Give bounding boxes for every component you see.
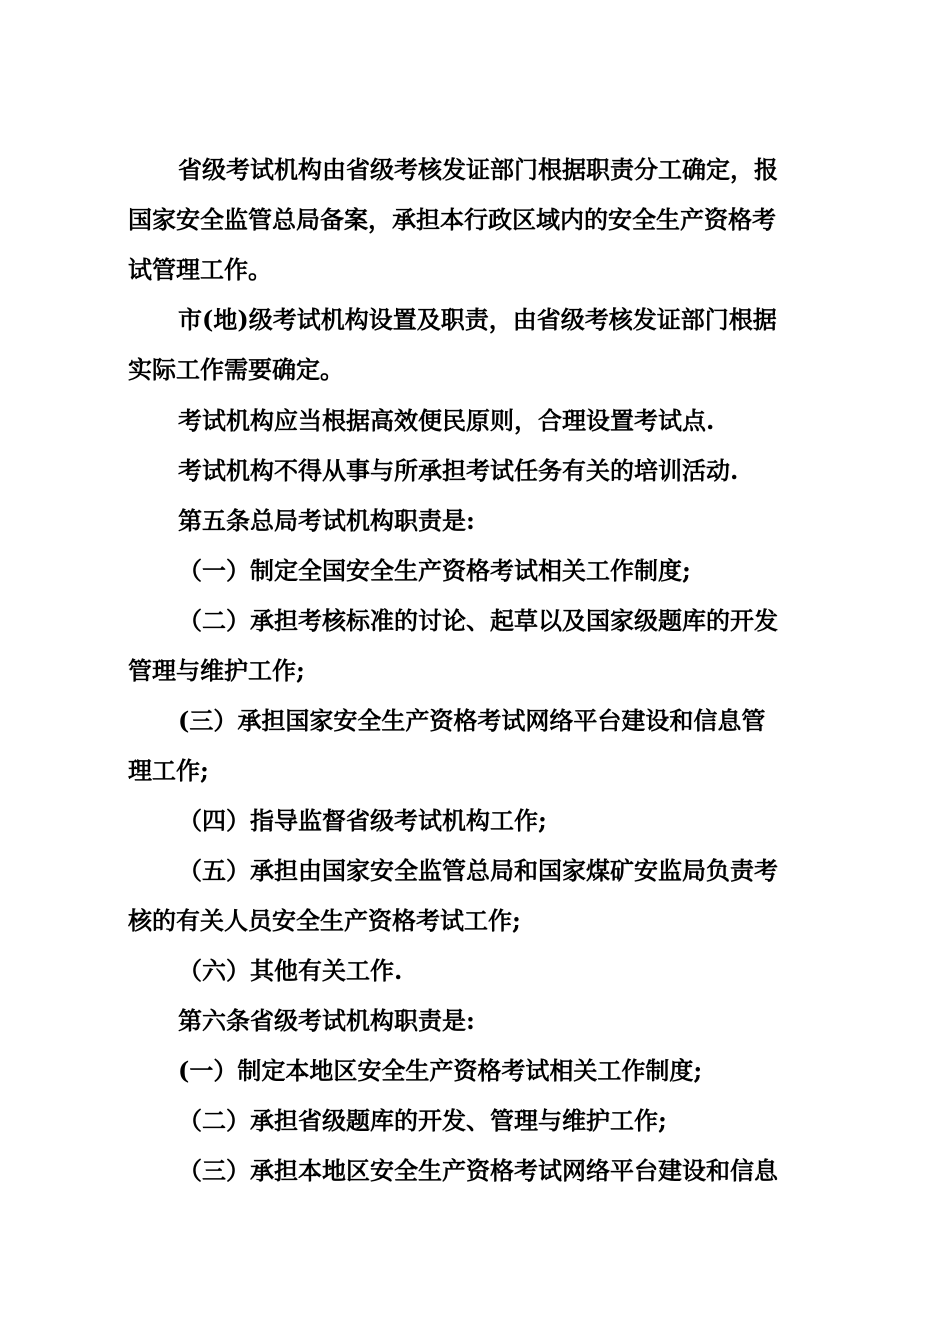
list-item: （四）指导监督省级考试机构工作; [178,806,547,835]
paragraph-line: 考试机构应当根据高效便民原则，合理设置考试点. [178,406,715,435]
paragraph-line: 考试机构不得从事与所承担考试任务有关的培训活动. [178,456,739,485]
article-heading: 第六条省级考试机构职责是: [178,1006,475,1035]
list-item: （二）承担考核标准的讨论、起草以及国家级题库的开发 [178,606,778,635]
paragraph-line: 市(地)级考试机构设置及职责，由省级考核发证部门根据 [178,305,777,334]
list-item: （五）承担由国家安全监管总局和国家煤矿安监局负责考 [178,856,778,885]
paragraph-line: 理工作; [128,756,209,785]
paragraph-line: 核的有关人员安全生产资格考试工作; [128,906,521,935]
paragraph-line: 管理与维护工作; [128,656,305,685]
article-heading: 第五条总局考试机构职责是: [178,506,475,535]
list-item: （二）承担省级题库的开发、管理与维护工作; [178,1106,667,1135]
paragraph-line: 实际工作需要确定。 [128,355,344,384]
list-item: （一）制定全国安全生产资格考试相关工作制度; [178,556,691,585]
list-item: (三）承担国家安全生产资格考试网络平台建设和信息管 [178,706,766,735]
paragraph-line: 省级考试机构由省级考核发证部门根据职责分工确定，报 [178,155,778,184]
paragraph-line: 试管理工作。 [128,255,272,284]
paragraph-line: 国家安全监管总局备案，承担本行政区域内的安全生产资格考 [128,205,776,234]
list-item: （三）承担本地区安全生产资格考试网络平台建设和信息 [178,1156,778,1185]
list-item: （六）其他有关工作. [178,956,403,985]
list-item: (一）制定本地区安全生产资格考试相关工作制度; [178,1056,703,1085]
